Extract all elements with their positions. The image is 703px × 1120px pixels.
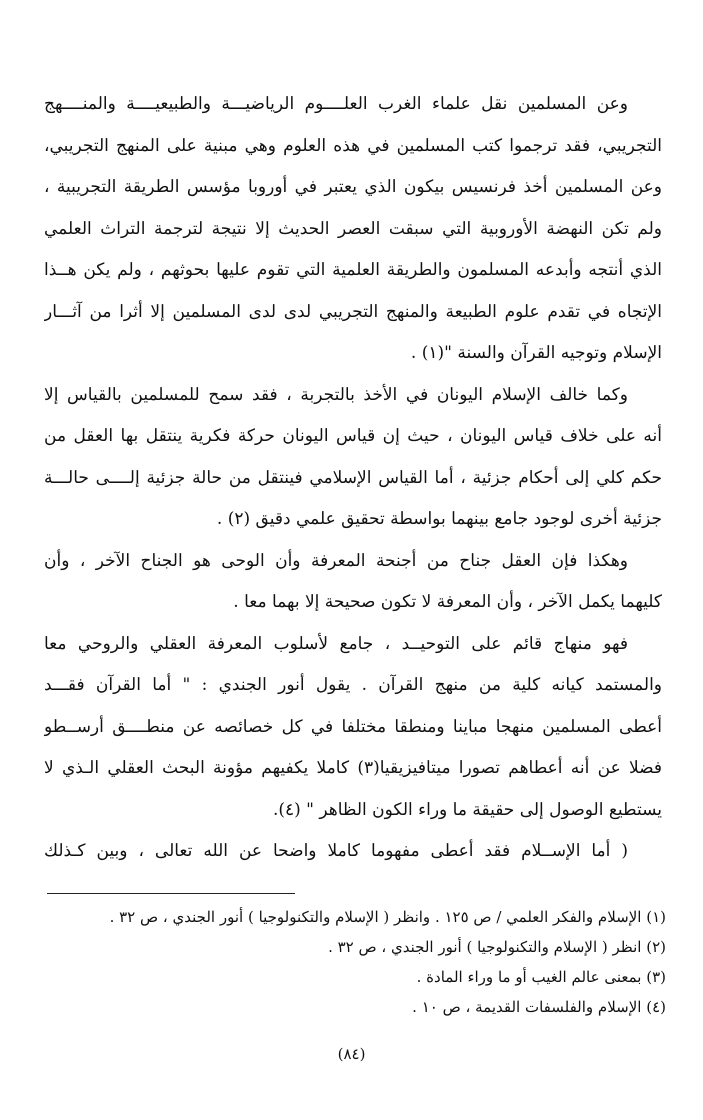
body-line: أنه على خلاف قياس اليونان ، حيث إن قياس اليونان حركة فكرية ينتقل بها العقل من	[44, 426, 662, 446]
footnote: (٣) بمعنى عالم الغيب أو ما وراء المادة .	[416, 968, 666, 986]
body-line: وعن المسلمين نقل علماء الغرب العلــــوم الرياضيـــة والطبيعيــــة والمنــــهج	[44, 94, 628, 114]
body-line: أعطى المسلمين منهجا مباينا ومنطقا مختلفا في كل خصائصه عن منطــــق أرســطو	[44, 716, 662, 737]
body-line: التجريبي، فقد ترجموا كتب المسلمين في هذه العلوم وهي مبنية على المنهج التجريبي،	[44, 135, 662, 156]
body-text	[44, 84, 662, 873]
body-line: وعن المسلمين أخذ فرنسيس بيكون الذي يعتبر في أوروبا مؤسس الطريقة التجريبية ،	[44, 177, 662, 197]
body-line: جزئية أخرى لوجود جامع بينهما بواسطة تحقيق علمي دقيق (٢) .	[216, 509, 662, 529]
footnote-divider	[47, 893, 295, 894]
body-line: فضلا عن أنه أعطاهم تصورا ميتافيزيقيا(٣) كاملا يكفيهم مؤونة البحث العقلي الـذي لا	[44, 758, 662, 778]
body-line: الإسلام وتوجيه القرآن والسنة "(١) .	[410, 343, 662, 363]
body-line: والمستمد كيانه كلية من منهج القرآن . يقول أنور الجندي : " أما القرآن فقـــد	[44, 675, 662, 695]
body-line: ولم تكن النهضة الأوروبية التي سبقت العصر الحديث إلا نتيجة لترجمة التراث العلمي	[44, 218, 662, 239]
body-line: ( أما الإســلام فقد أعطى مفهوما كاملا واضحا عن الله تعالى ، وبين كـذلك	[44, 841, 628, 861]
body-line: كليهما يكمل الآخر ، وأن المعرفة لا تكون صحيحة إلا بهما معا .	[233, 592, 662, 612]
body-line: الإتجاه في تقدم علوم الطبيعة والمنهج التجريبي لدى لدى المسلمين إلا أثرا من آثـــار	[44, 301, 662, 322]
footnotes	[80, 902, 666, 1022]
footnote: (١) الإسلام والفكر العلمي / ص ١٢٥ . وانظر ( الإسلام والتكنولوجيا ) أنور الجندي ، ص ٣٢ .	[109, 908, 666, 926]
page-number: (٨٤)	[337, 1045, 366, 1063]
body-line: وكما خالف الإسلام اليونان في الأخذ بالتجربة ، فقد سمح للمسلمين بالقياس إلا	[44, 384, 628, 405]
body-line: حكم كلي إلى أحكام جزئية ، أما القياس الإسلامي فينتقل من حالة جزئية إلــــى حالـــة	[44, 467, 662, 488]
footnote: (٢) انظر ( الإسلام والتكنولوجيا ) أنور الجندي ، ص ٣٢ .	[328, 938, 666, 956]
footnote: (٤) الإسلام والفلسفات القديمة ، ص ١٠ .	[412, 998, 666, 1016]
body-line: يستطيع الوصول إلى حقيقة ما وراء الكون الظاهر " (٤).	[272, 799, 662, 820]
body-line: الذي أنتجه وأبدعه المسلمون والطريقة العلمية التي تقوم عليها بحوثهم ، ولم يكن هــذا	[44, 260, 662, 280]
body-line: فهو منهاج قائم على التوحيــد ، جامع لأسلوب المعرفة العقلي والروحي معا	[44, 633, 628, 654]
body-line: وهكذا فإن العقل جناح من أجنحة المعرفة وأن الوحى هو الجناح الآخر ، وأن	[44, 550, 628, 571]
